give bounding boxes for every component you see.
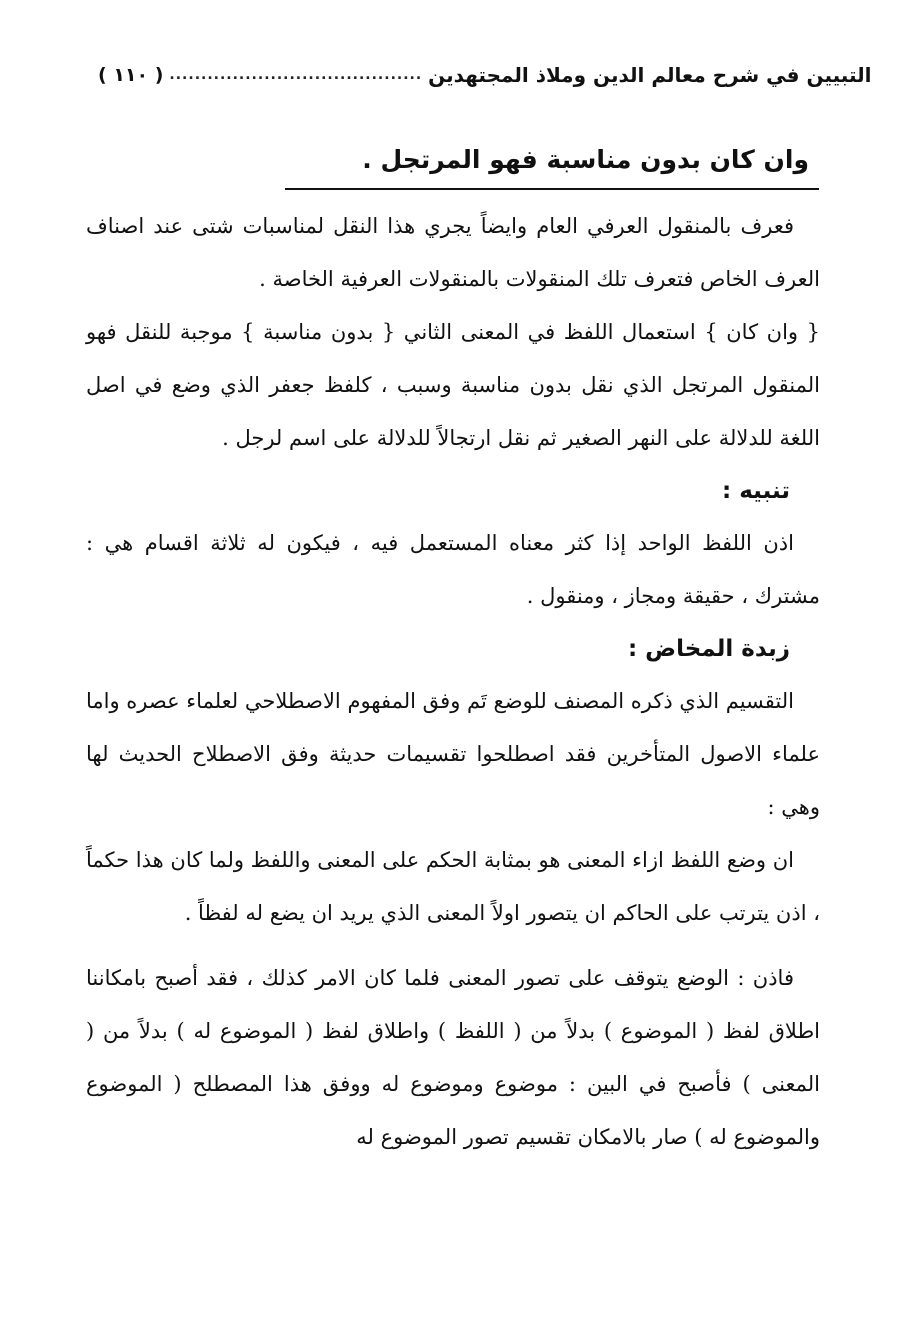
paragraph-urf-naql: فعرف بالمنقول العرفي العام وايضاً يجري هذا النقل لمناسبات شتى عند اصناف العرف الخاص فتعرف تلك المنقولات بالمنقولات العرفية الخاصة .	[86, 214, 820, 291]
leader-dots: ........................................	[169, 67, 423, 83]
paragraph-fa-idhan: فاذن : الوضع يتوقف على تصور المعنى فلما كان الامر كذلك ، فقد أصبح بامكاننا اطلاق لفظ ( الموضوع ) بدلاً من ( اللفظ ) واطلاق لفظ ( الموضوع له ) بدلاً من ( المعنى ) فأصبح في البين : موضوع وموضوع له ووفق هذا المصطلح ( الموضوع والموضوع له ) صار بالامكان تقسيم تصور الموضوع له	[86, 966, 820, 1149]
heading-tanbih: تنبيه :	[722, 478, 790, 504]
paragraph-taqsim: التقسيم الذي ذكره المصنف للوضع تَم وفق المفهوم الاصطلاحي لعلماء عصره واما علماء الاصول المتأخرين فقد اصطلحوا تقسيمات حديثة وفق الاصطلاح الحديث لها وهي :	[86, 689, 820, 819]
paragraph-murtajal: { وان كان } استعمال اللفظ في المعنى الثاني { بدون مناسبة } موجبة للنقل فهو المنقول المرتجل الذي نقل بدون مناسبة وسبب ، كلفظ جعفر الذي وضع في اصل اللغة للدلالة على النهر الصغير ثم نقل ارتجالاً للدلالة على اسم لرجل .	[86, 320, 820, 450]
paragraph-wad-hukm: ان وضع اللفظ ازاء المعنى هو بمثابة الحكم على المعنى واللفظ ولما كان هذا حكماً ، اذن يترتب على الحاكم ان يتصور اولاً المعنى الذي يريد ان يضع له لفظاً .	[86, 848, 820, 925]
matn-divider	[285, 188, 819, 190]
page-number: ( ١١٠ )	[98, 64, 164, 86]
paragraph-tanbih: اذن اللفظ الواحد إذا كثر معناه المستعمل فيه ، فيكون له ثلاثة اقسام هي : مشترك ، حقيقة ومجاز ، ومنقول .	[86, 531, 820, 608]
heading-zubdat: زبدة المخاض :	[627, 636, 790, 662]
matn-text: وان كان بدون مناسبة فهو المرتجل .	[362, 145, 809, 174]
running-header	[98, 58, 872, 92]
book-title: التبيين في شرح معالم الدين وملاذ المجتهدين	[428, 63, 872, 87]
commentary-body	[86, 200, 820, 1164]
